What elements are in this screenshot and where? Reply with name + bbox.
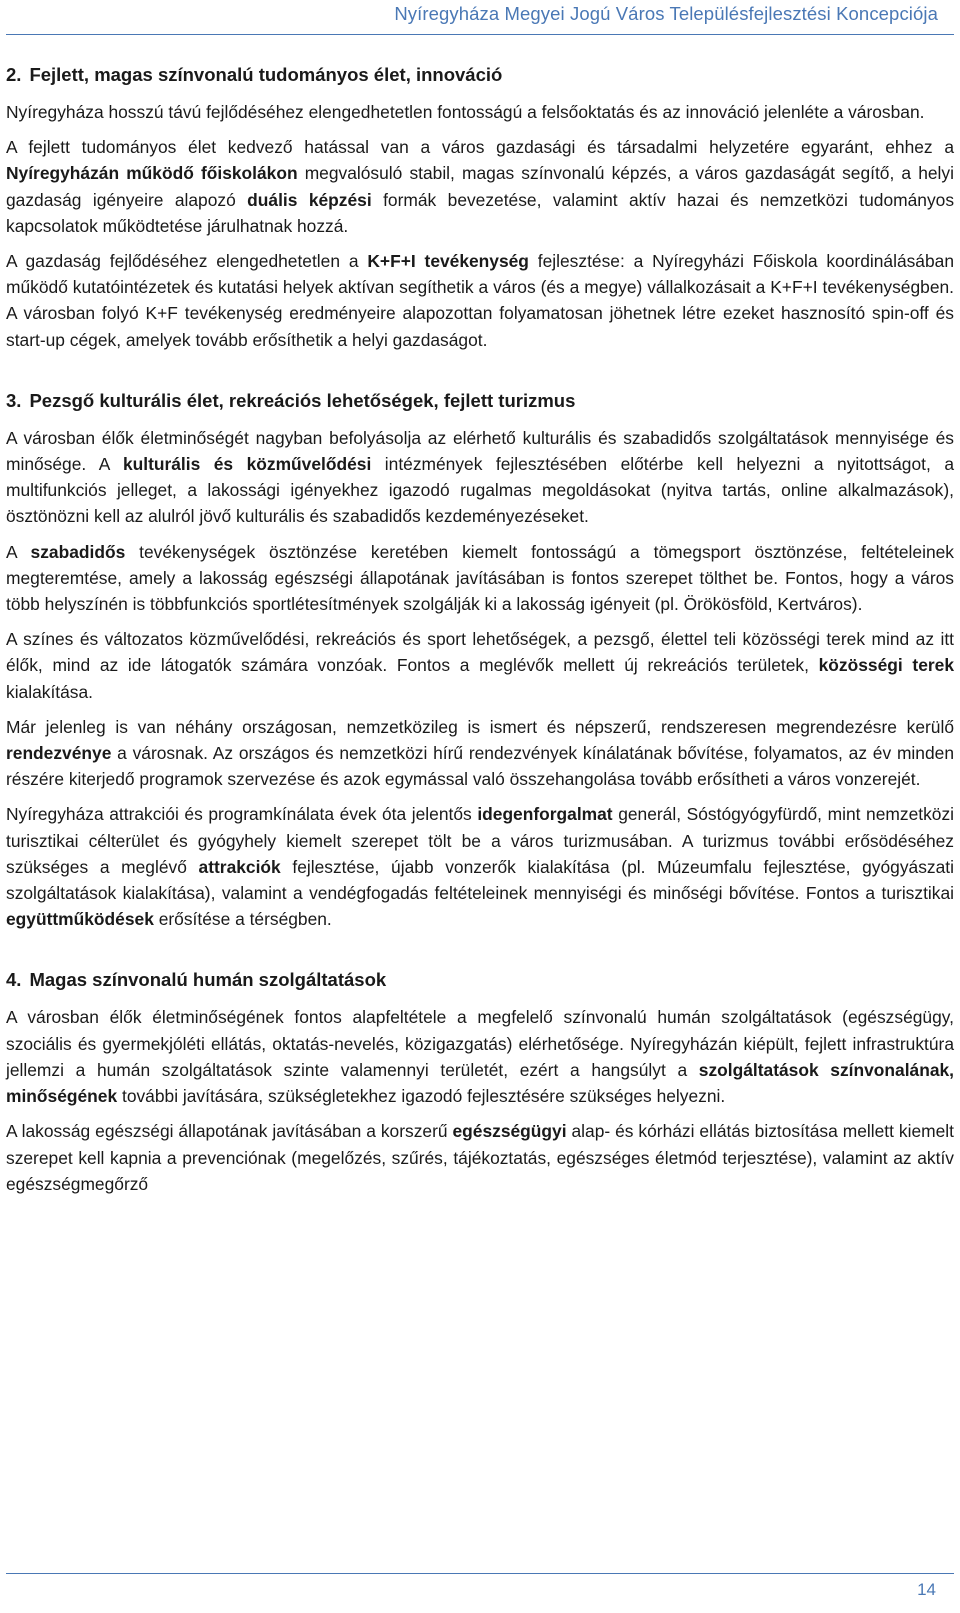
section-4 (6, 967, 954, 1196)
footer-divider (6, 1573, 954, 1574)
section-heading (6, 62, 954, 88)
bold-emphasis: Nyíregyházán működő főiskolákon (6, 163, 298, 184)
bold-emphasis: szolgáltatások színvonalának, minőségének (6, 1059, 954, 1107)
paragraph: A szabadidős tevékenységek ösztönzése keretében kiemelt fontosságú a tömegsport ösztönzése, feltételeinek megteremtése, amely a lakosság egészségi állapotának javításában is fontos szerepet tölthet be. Fontos, hogy a város több helyszínén is többfunkciós sportlétesítmények szolgálják ki a lakosság igényeit (pl. Örökösföld, Kertváros). (6, 541, 954, 615)
bold-emphasis: idegenforgalmat (477, 804, 613, 825)
paragraph: A gazdaság fejlődéséhez elengedhetetlen a K+F+I tevékenység fejlesztése: a Nyíregyházi Főiskola koordinálásában működő kutatóintézetek és kutatási helyek aktívan segíthetik a város (és a megye) vállalkozásait a K+F+I tevékenységben. A városban folyó K+F tevékenység eredményeire alapozottan folyamatosan jöhetnek létre ezeket hasznosító spin-off és start-up cégek, amelyek tovább erősíthetik a helyi gazdaságot. (6, 251, 954, 350)
bold-emphasis: kulturális és közművelődési (122, 454, 372, 475)
section-number: 4. (6, 969, 22, 991)
section-3 (6, 388, 954, 933)
section-title: Pezsgő kulturális élet, rekreációs lehetőségek, fejlett turizmus (29, 389, 576, 411)
bold-emphasis: K+F+I tevékenység (367, 251, 529, 272)
paragraph: A színes és változatos közművelődési, rekreációs és sport lehetőségek, a pezsgő, élettel teli közösségi terek mind az itt élők, mind az ide látogatók számára vonzóak. Fontos a meglévők mellett új rekreációs területek, közösségi terek kialakítása. (6, 629, 954, 702)
bold-emphasis: szabadidős (30, 541, 126, 562)
page-content (6, 62, 954, 1206)
paragraph: A fejlett tudományos élet kedvező hatással van a város gazdasági és társadalmi helyzetére egyaránt, ehhez a Nyíregyházán működő főiskolákon megvalósuló stabil, magas színvonalú képzés, a város gazdaságát segítő, a helyi gazdaság igényeire alapozó duális képzési formák bevezetése, valamint aktív hazai és nemzetközi tudományos kapcsolatok működtetése járulhatnak hozzá. (6, 137, 955, 236)
header-divider (6, 34, 954, 35)
paragraph: Nyíregyháza attrakciói és programkínálata évek óta jelentős idegenforgalmat generál, Sóstógyógyfürdő, mint nemzetközi turisztikai célterület és gyógyhely kiemelt szerepet tölt be a város turizmusában. A turizmus további erősödéséhez szükséges a meglévő attrakciók fejlesztése, újabb vonzerők kialakítása (pl. Múzeumfalu fejlesztése, gyógyászati szolgáltatások kialakítása), valamint a vendégfogadás feltételeinek mennyiségi és minőségi bővítése. Fontos a turisztikai együttműködések erősítése a térségben. (6, 804, 955, 930)
paragraph: Nyíregyháza hosszú távú fejlődéséhez elengedhetetlen fontosságú a felsőoktatás és az innováció jelenléte a városban. (6, 102, 925, 122)
section-number: 2. (6, 64, 22, 85)
page-header (0, 0, 960, 32)
document-title: Nyíregyháza Megyei Jogú Város Településfejlesztési Koncepciója (394, 3, 938, 24)
section-number: 3. (6, 389, 22, 411)
bold-emphasis: duális képzési (247, 189, 372, 210)
section-heading (6, 967, 954, 993)
paragraph: A lakosság egészségi állapotának javításában a korszerű egészségügyi alap- és kórházi ellátás biztosítása mellett kiemelt szerepet kell kapnia a prevenciónak (megelőzés, szűrés, tájékoztatás, egészséges életmód terjesztése), valamint az aktív egészségmegőrző (6, 1121, 954, 1194)
bold-emphasis: attrakciók (198, 856, 281, 877)
bold-emphasis: rendezvénye (6, 743, 112, 764)
paragraph: A városban élők életminőségét nagyban befolyásolja az elérhető kulturális és szabadidős szolgáltatások mennyisége és minősége. A kulturális és közművelődési intézmények fejlesztésében előtérbe kell helyezni a nyitottságot, a multifunkciós jelleget, a lakossági igényekhez igazodó rugalmas megoldásokat (nyitva tartás, online alkalmazások), ösztönözni kell az alulról jövő kulturális és szabadidős kezdeményezéseket. (6, 427, 954, 527)
bold-emphasis: egészségügyi (452, 1121, 567, 1142)
section-2 (6, 62, 954, 353)
bold-emphasis: közösségi terek (818, 655, 954, 676)
section-title: Magas színvonalú humán szolgáltatások (29, 969, 387, 991)
paragraph: Már jelenleg is van néhány országosan, nemzetközileg is ismert és népszerű, rendszeresen megrendezésre kerülő rendezvénye a városnak. Az országos és nemzetközi hírű rendezvények kínálatának bővítése, folyamatos, az év minden részére kiterjedő programok szervezése és azok egymással való összehangolása tovább erősítheti a város vonzerejét. (6, 716, 954, 790)
paragraph: A városban élők életminőségének fontos alapfeltétele a megfelelő színvonalú humán szolgáltatások (egészségügy, szociális és gyermekjóléti ellátás, oktatás-nevelés, közigazgatás) elérhetősége. Nyíregyházán kiépült, fejlett infrastruktúra jellemzi a humán szolgáltatások szinte valamennyi területét, ezért a hangsúlyt a szolgáltatások színvonalának, minőségének további javítására, szükségletekhez igazodó fejlesztésére szükséges helyezni. (6, 1007, 954, 1107)
page-number: 14 (917, 1580, 936, 1599)
bold-emphasis: együttműködések (6, 909, 154, 930)
section-heading (6, 388, 954, 414)
section-title: Fejlett, magas színvonalú tudományos élet, innováció (29, 64, 503, 85)
